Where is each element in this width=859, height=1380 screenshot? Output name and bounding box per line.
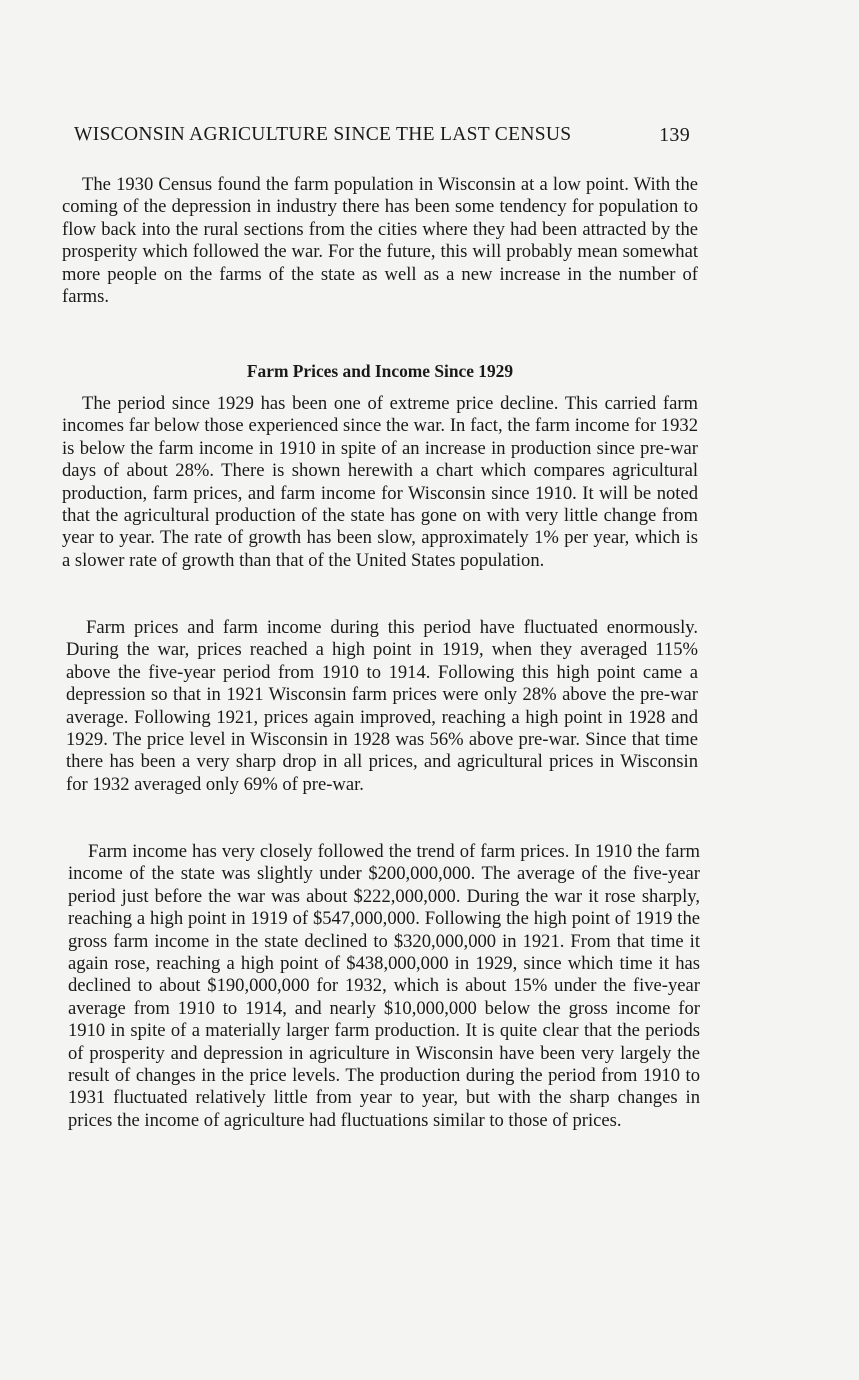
paragraph-farm-income: Farm income has very closely followed the trend of farm prices. In 1910 the farm income of the state was slightly under $200,000,000. The average of the five-year period just before the war was about $222,000,000. During the war it rose sharply, reaching a high point in 1919 of $547,000,000. Following the high point of 1919 the gross farm income in the state declined to $320,000,000 in 1921. From that time it again rose, reaching a high point of $438,000,000 in 1929, since which time it has declined to about $190,000,000 for 1932, which is about 15% under the five-year average from 1910 to 1914, and nearly $10,000,000 below the gross income for 1910 in spite of a materially larger farm production. It is quite clear that the periods of prosperity and depression in agriculture in Wisconsin have been very largely the result of changes in the price levels. The production during the period from 1910 to 1931 fluctuated relatively little from year to year, but with the sharp changes in prices the income of agriculture had fluctuations similar to those of prices. [68,841,700,1131]
running-header [74,124,690,154]
intro-paragraph: The 1930 Census found the farm population in Wisconsin at a low point. With the coming of the depression in industry there has been some tendency for population to flow back into the rural sections from the cities where they had been attracted by the prosperity which followed the war. For the future, this will probably mean somewhat more people on the farms of the state as well as a new increase in the number of farms. [62,174,698,308]
paragraph-farm-prices: Farm prices and farm income during this period have fluctuated enormously. During the war, prices reached a high point in 1919, when they averaged 115% above the five-year period from 1910 to 1914. Following this high point came a depression so that in 1921 Wisconsin farm prices were only 28% above the pre-war average. Following 1921, prices again improved, reaching a high point in 1928 and 1929. The price level in Wisconsin in 1928 was 56% above pre-war. Since that time there has been a very sharp drop in all prices, and agricultural prices in Wisconsin for 1932 averaged only 69% of pre-war. [66,617,698,795]
page-number: 139 [659,124,690,146]
section-heading: Farm Prices and Income Since 1929 [246,361,514,381]
paragraph-price-decline: The period since 1929 has been one of extreme price decline. This carried farm incomes far below those experienced since the war. In fact, the farm income for 1932 is below the farm income in 1910 in spite of an increase in production since pre-war days of about 28%. There is shown herewith a chart which compares agricultural production, farm prices, and farm income for Wisconsin since 1910. It will be noted that the agricultural production of the state has gone on with very little change from year to year. The rate of growth has been slow, approximately 1% per year, which is a slower rate of growth than that of the United States population. [62,393,698,571]
running-header-title: WISCONSIN AGRICULTURE SINCE THE LAST CENSUS [74,124,572,145]
